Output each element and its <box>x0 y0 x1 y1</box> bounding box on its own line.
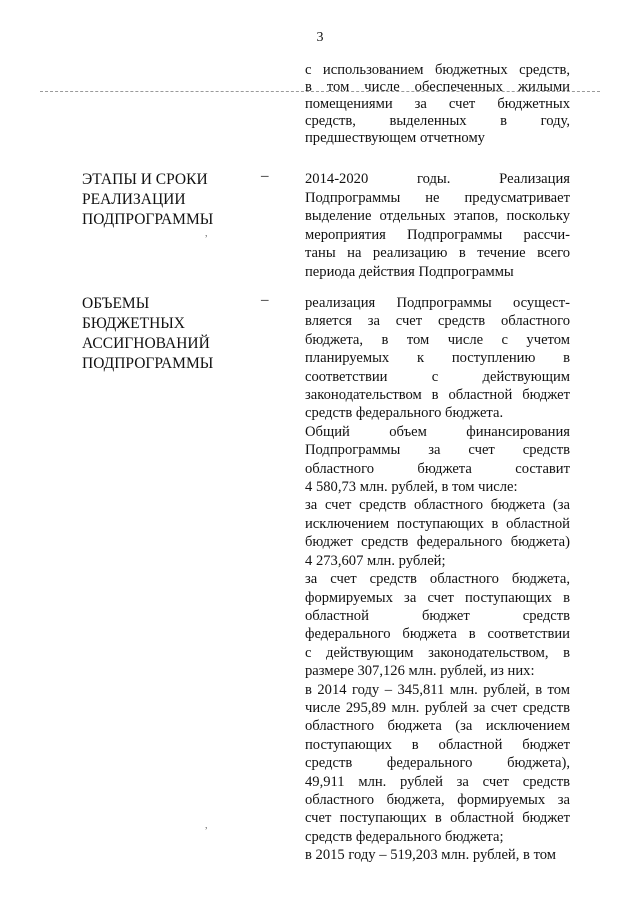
stages-label: ЭТАПЫ И СРОКИ РЕАЛИЗАЦИИ ПОДПРОГРАММЫ <box>82 171 214 228</box>
text-line: средств, выделенных в году, <box>305 113 570 129</box>
scan-speck: , <box>205 820 208 831</box>
stages-text: 2014-2020 годы. Реализация Подпрограммы не предусматривает выделение отдельных этапов, поскольку мероприятия Подпрограммы рассчи- таны на реализацию в течение всего периода действия Подпрограммы <box>305 171 570 280</box>
budget-dash: – <box>261 292 269 308</box>
text-line: предшествующем отчетному <box>305 130 485 146</box>
text-line: помещениями за счет бюджетных <box>305 96 570 112</box>
scan-speck: , <box>205 228 208 239</box>
budget-label: ОБЪЕМЫ БЮДЖЕТНЫХ АССИГНОВАНИЙ ПОДПРОГРАММЫ <box>82 295 214 372</box>
stages-dash: – <box>261 168 269 184</box>
page-number: 3 <box>316 30 324 45</box>
text-line: с использованием бюджетных средств, <box>305 62 570 78</box>
budget-text: реализация Подпрограммы осущест- вляется за счет средств областного бюджета, в том числе с учетом планируемых к поступлению в соответствии с действующим законодательством в областной бюджет средств федерального бюджета. Общий объем финансирования Подпрограммы за счет средств областного бюджета составит 4 580,73 млн. рублей, в том числе: за счет средств областного бюджета (за исключением поступающих в областной бюджет средств федерального бюджета) 4 273,607 млн. рублей; за счет средств областного бюджета, формируемых за счет поступающих в областной бюджет средств федерального бюджета в соответствии с действующим законодательством, в размере 307,126 млн. рублей, из них: в 2014 году – 345,811 млн. рублей, в том числе 295,89 млн. рублей за счет средств областного бюджета (за исключением поступающих в областной бюджет средств федерального бюджета), 49,911 млн. рублей за счет средств областного бюджета, формируемых за счет поступающих в областной бюджет средств федерального бюджета; в 2015 году – 519,203 млн. рублей, в том <box>305 295 570 864</box>
text-line: в том числе обеспеченных жилыми <box>305 79 570 95</box>
top-continuation-text <box>305 62 570 147</box>
